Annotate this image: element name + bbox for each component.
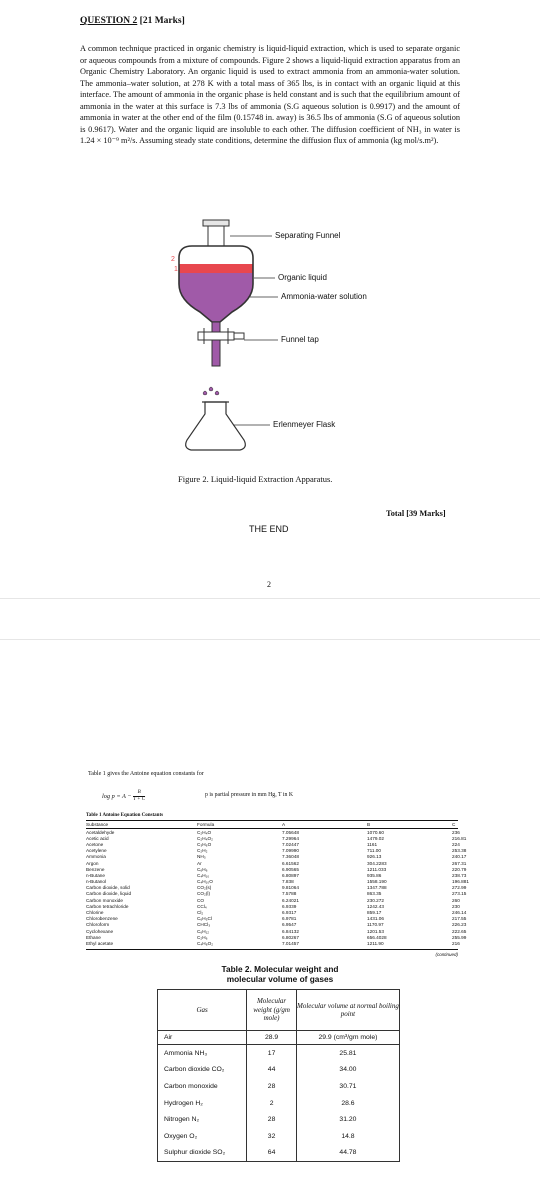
table-row xyxy=(158,1031,399,1045)
table-cell: 1558.190 xyxy=(367,879,387,885)
table-cell: 34.00 xyxy=(339,1066,357,1074)
table-cell: 6.80897 xyxy=(282,872,299,878)
table-cell: n-Butanol xyxy=(86,879,107,885)
table-cell: Cl₂ xyxy=(197,910,204,916)
table-cell: 260 xyxy=(452,897,460,903)
table-cell: 7.5788 xyxy=(282,891,297,897)
funnel-tap[interactable] xyxy=(198,332,234,340)
table-cell: 25.81 xyxy=(339,1049,357,1057)
table-cell: CO xyxy=(197,897,205,903)
table-cell: 1242.43 xyxy=(367,903,384,909)
label-ammonia-water: Ammonia-water solution xyxy=(281,292,367,301)
table-cell: C₂H₄O₂ xyxy=(197,835,213,841)
table-header: Substance Formula A B C xyxy=(86,820,458,829)
table-cell: C₂H₄O xyxy=(197,829,212,835)
table-cell: Carbon dioxide CO₂ xyxy=(158,1062,247,1079)
table-cell: 9.81064 xyxy=(282,885,299,891)
table-cell: 1347.788 xyxy=(367,885,387,891)
table-cell: Sulphur dioxide SO₂ xyxy=(158,1145,247,1162)
table-cell: 31.20 xyxy=(339,1116,357,1124)
question-body: A common technique practiced in organic chemistry is liquid-liquid extraction, which is used to separate organic or aqueous compounds from a mixture of compounds. Figure 2 shows a liquid-liquid extraction apparatus from an Organic Chemistry Laboratory. An organic liquid is used to extract ammonia from an ammonia-water solution. The ammonia–water solution, at 278 K with a total mass of 365 lbs, is in contact with an organic liquid at this interface. The amount of ammonia in the organic phase is held constant and is such that the equilibrium amount of ammonia in the water at this surface is 7.3 lbs of ammonia (S.G aqueous solution is 0.9917) and the amount of ammonia in water at the other end of the film (0.15748 in. away) is 36.5 lbs of ammonia (S.G of aqueous solution is 0.9617). Water and the organic liquid are insoluble to each other. The diffusion coefficient of NH₃ in water is 1.24 × 10⁻⁹ m²/s. Assuming steady state conditions, determine the diffusion flux of ammonia (kg mol/s.m²). xyxy=(80,44,460,146)
table-cell: 1170.97 xyxy=(367,922,384,928)
table-row xyxy=(86,872,467,878)
drop-icon xyxy=(209,387,213,391)
table1-caption: Table 1 Antoine Equation Constants xyxy=(86,813,164,818)
table-row xyxy=(158,1045,399,1062)
organic-liquid-layer xyxy=(175,264,259,273)
table-cell: 64 xyxy=(247,1145,297,1162)
table-cell: Benzene xyxy=(86,866,105,872)
label-separating-funnel: Separating Funnel xyxy=(275,231,341,240)
table-cell: 304.2283 xyxy=(367,860,387,866)
table-cell: 17 xyxy=(247,1045,297,1062)
table-cell: 7.02447 xyxy=(282,841,299,847)
table-cell: 14.8 xyxy=(341,1132,355,1140)
table-cell: 226.23 xyxy=(452,922,467,928)
table-cell: Carbon dioxide, solid xyxy=(86,885,130,891)
interface-marker-2: 2 xyxy=(171,256,175,263)
table-row xyxy=(86,909,467,916)
table-cell: Nitrogen N₂ xyxy=(158,1111,247,1128)
table-row xyxy=(86,885,467,891)
table-cell: Acetic acid xyxy=(86,835,109,841)
table-cell: 1211.90 xyxy=(367,940,384,946)
table-cell: 926.13 xyxy=(367,854,382,860)
table-row xyxy=(158,1111,399,1128)
table-cell: 44 xyxy=(247,1062,297,1079)
table-cell: Carbon monoxide xyxy=(86,897,124,903)
table-cell: Chlorine xyxy=(86,910,104,916)
table-cell: Ammonia xyxy=(86,854,106,860)
antoine-note: p is partial pressure in mm Hg, T in K xyxy=(205,792,294,798)
table-cell: Acetone xyxy=(86,841,104,847)
table-row xyxy=(158,1145,399,1162)
table-row xyxy=(86,829,458,835)
table-row xyxy=(158,1078,399,1095)
table-row xyxy=(158,1062,399,1079)
total-marks: Total [39 Marks] xyxy=(386,509,446,518)
table-cell: 216.81 xyxy=(452,835,467,841)
table-cell: 230.272 xyxy=(367,897,384,903)
erlenmeyer-flask xyxy=(186,402,246,450)
table-cell: 44.78 xyxy=(339,1149,357,1157)
table-cell: C₂H₆ xyxy=(197,934,208,940)
table-cell: 6.9339 xyxy=(282,903,297,909)
table-cell: 863.35 xyxy=(367,891,382,897)
label-organic-liquid: Organic liquid xyxy=(278,273,327,282)
table-cell: Chloroform xyxy=(86,922,110,928)
table-row xyxy=(86,928,467,934)
table-cell: 240.17 xyxy=(452,854,467,860)
table-cell: 6.61562 xyxy=(282,860,299,866)
table-cell: 1070.60 xyxy=(367,829,384,835)
table-cell: C₄H₁₀O xyxy=(197,879,213,885)
table-cell: 273.15 xyxy=(452,891,467,897)
table-cell: 7.05648 xyxy=(282,829,299,835)
table-cell: 216 xyxy=(452,940,460,946)
table-row xyxy=(158,1095,399,1112)
figure-caption: Figure 2. Liquid-liquid Extraction Apparatus. xyxy=(178,474,333,484)
antoine-table xyxy=(86,820,469,957)
table-cell: C₂H₂ xyxy=(197,848,208,854)
table-cell: 196.881 xyxy=(452,879,469,885)
table-row xyxy=(86,934,467,940)
table-cell: C₆H₅Cl xyxy=(197,916,212,922)
table-cell: 6.24021 xyxy=(282,897,299,903)
table-cell: 28 xyxy=(247,1078,297,1095)
label-erlenmeyer-flask: Erlenmeyer Flask xyxy=(273,420,336,429)
table-row xyxy=(86,916,467,922)
table-cell: 6.84132 xyxy=(282,928,299,934)
table-cell: 7.36048 xyxy=(282,854,299,860)
funnel-stopper xyxy=(203,220,229,226)
table-row xyxy=(86,841,458,847)
table-cell: NH₃ xyxy=(197,854,206,860)
funnel-stem xyxy=(212,322,220,366)
table-cell: Cyclohexane xyxy=(86,928,114,934)
table-cell: 6.90565 xyxy=(282,866,299,872)
table-row xyxy=(86,897,458,903)
table-cell: Carbon tetrachloride xyxy=(86,903,129,909)
table-cell: CO₂(l) xyxy=(197,891,211,897)
table-cell: 7.29964 xyxy=(282,835,299,841)
table-cell: 272.99 xyxy=(452,885,467,891)
antoine-intro: Table 1 gives the Antoine equation constants for xyxy=(88,771,204,777)
table-cell: 6.80267 xyxy=(282,934,299,940)
table-cell: Ammonia NH₃ xyxy=(158,1045,247,1062)
the-end: THE END xyxy=(249,524,289,534)
table-cell: 253.38 xyxy=(452,848,467,854)
separating-funnel-diagram xyxy=(0,0,540,598)
table-row xyxy=(86,854,467,860)
table-cell: 236 xyxy=(452,829,460,835)
interface-marker-1: 1 xyxy=(174,266,178,273)
table-cell: 1431.06 xyxy=(367,916,384,922)
drop-icon xyxy=(215,391,219,395)
table-cell: 224 xyxy=(452,841,460,847)
table-cell: 6.9317 xyxy=(282,910,297,916)
table-cell: C₄H₈O₂ xyxy=(197,940,214,946)
page-2 xyxy=(0,640,540,1200)
table-cell: 2 xyxy=(247,1095,297,1112)
table-cell: Carbon dioxide, liquid xyxy=(86,891,132,897)
table-cell: CHCl₃ xyxy=(197,922,211,928)
table-cell: Ethyl acetate xyxy=(86,940,114,946)
table-cell: 6.9781 xyxy=(282,916,297,922)
table-row xyxy=(86,903,458,909)
table-row xyxy=(158,1128,399,1145)
table2-title: Table 2. Molecular weight and molecular volume of gases xyxy=(221,964,339,984)
table-row xyxy=(86,835,467,841)
table-cell: 217.55 xyxy=(452,916,467,922)
table-cell: Acetylene xyxy=(86,848,107,854)
table-cell: 859.17 xyxy=(367,910,382,916)
table-cell: 255.99 xyxy=(452,934,467,940)
table-cell: 32 xyxy=(247,1128,297,1145)
table-cell: C₆H₁₂ xyxy=(197,928,210,934)
table-cell: Acetaldehyde xyxy=(86,829,115,835)
funnel-neck xyxy=(208,226,224,248)
table-cell: 711.00 xyxy=(367,848,381,854)
table-cell: Ethane xyxy=(86,934,101,940)
continued-note: (continued) xyxy=(435,951,458,957)
table-row xyxy=(86,866,467,872)
table-cell: 29.9 (cm³/gm mole) xyxy=(318,1034,378,1041)
label-funnel-tap: Funnel tap xyxy=(281,335,319,344)
table-cell: 1201.53 xyxy=(367,928,384,934)
table-row xyxy=(86,860,467,866)
page-1 xyxy=(0,0,540,598)
question-title: QUESTION 2 [21 Marks] xyxy=(80,16,185,26)
table-row xyxy=(86,848,467,854)
table-cell: Ar xyxy=(197,860,202,866)
table-cell: 28 xyxy=(247,1111,297,1128)
drop-icon xyxy=(203,391,207,395)
antoine-equation: log p = A − $\frac{B}{T + C}$ xyxy=(102,790,146,802)
table-cell: 222.65 xyxy=(452,928,467,934)
table-cell: Oxygen O₂ xyxy=(158,1128,247,1145)
table-cell: 935.86 xyxy=(367,872,382,878)
table-cell: 246.14 xyxy=(452,910,467,916)
table-cell: n-Butane xyxy=(86,872,106,878)
table-cell: C₆H₆ xyxy=(197,866,208,872)
table-cell: 220.79 xyxy=(452,866,467,872)
table-cell: 30.71 xyxy=(339,1082,357,1090)
table-row xyxy=(86,940,458,946)
table-cell: Air xyxy=(158,1031,247,1044)
table-cell: 238.73 xyxy=(452,872,467,878)
table-cell: 7.838 xyxy=(282,879,294,885)
table-row xyxy=(86,879,469,885)
molecular-table xyxy=(157,989,400,1162)
table-cell: 656.4028 xyxy=(367,934,387,940)
table-cell: 1161 xyxy=(367,841,378,847)
table-cell: C₃H₆O xyxy=(197,841,212,847)
table-cell: CO₂(s) xyxy=(197,885,212,891)
table-cell: 28.6 xyxy=(341,1099,355,1107)
page-number: 2 xyxy=(267,580,271,589)
table-cell: 7.09990 xyxy=(282,848,299,854)
table-cell: 1211.033 xyxy=(367,866,387,872)
page-separator xyxy=(0,598,540,640)
table-cell: CCl₄ xyxy=(197,903,207,909)
table-cell: Chlorobenzene xyxy=(86,916,118,922)
table-row xyxy=(86,891,467,897)
table-cell: 28.9 xyxy=(247,1031,297,1044)
table-header: Gas Molecular weight (g/gm mole) Molecular volume at normal boiling point xyxy=(158,990,399,1031)
table-cell: Hydrogen H₂ xyxy=(158,1095,247,1112)
table-cell: C₄H₁₀ xyxy=(197,872,210,878)
table-cell: Argon xyxy=(86,860,99,866)
table-cell: 230 xyxy=(452,903,460,909)
table-cell: Carbon monoxide xyxy=(158,1078,247,1095)
table-cell: 1479.02 xyxy=(367,835,384,841)
table-cell: 267.31 xyxy=(452,860,467,866)
table-cell: 6.9547 xyxy=(282,922,297,928)
table-row xyxy=(86,922,467,928)
table-cell: 7.01457 xyxy=(282,940,299,946)
